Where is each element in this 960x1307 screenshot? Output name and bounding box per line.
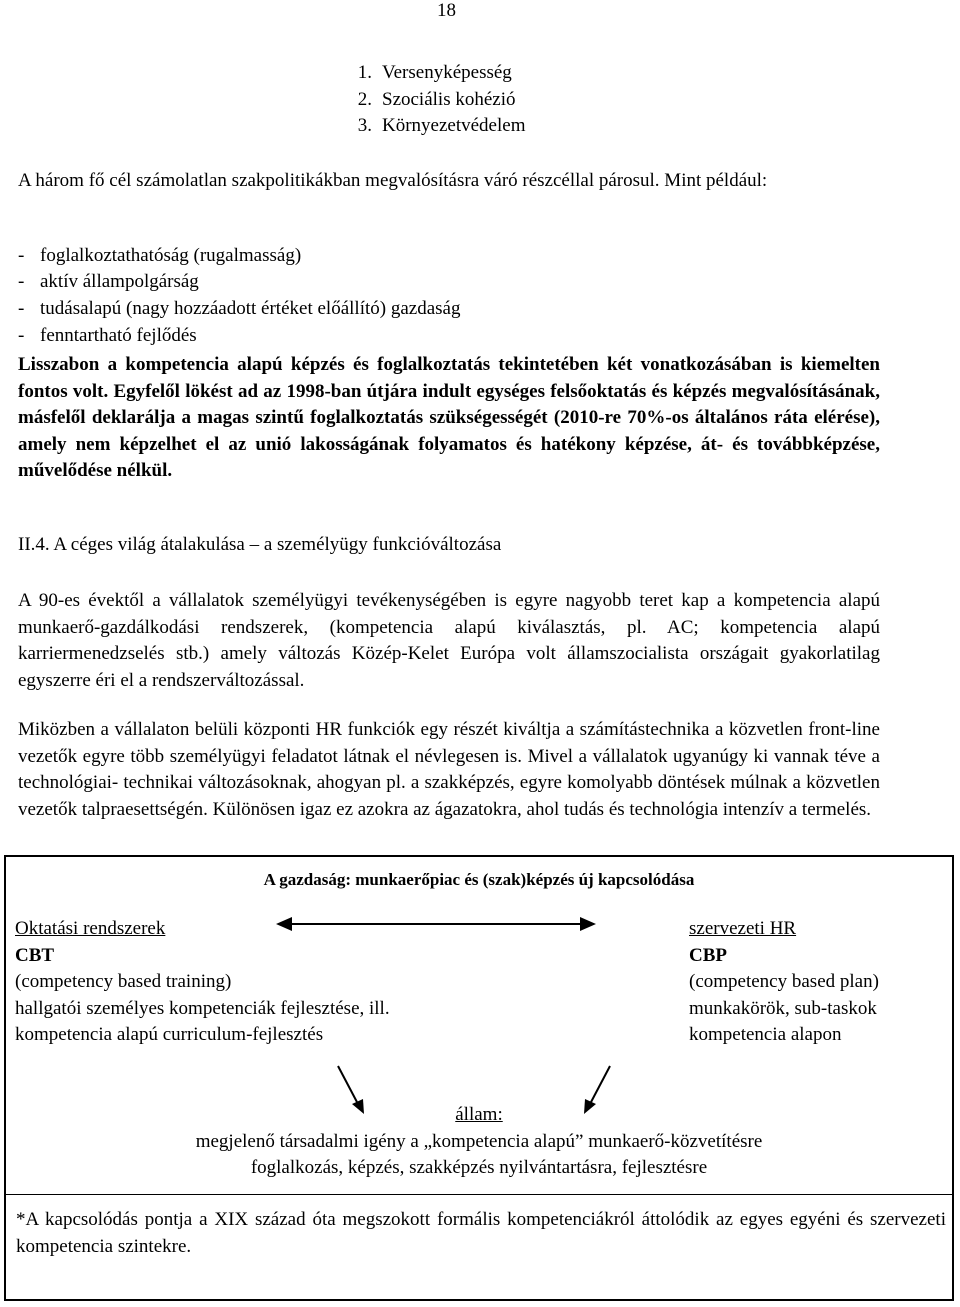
paragraph-hr-change: A 90-es évektől a vállalatok személyügyi tevékenységében is egyre nagyobb teret kap a kompetencia alapú munkaerő-gazdálkodási rendszerek, (kompetencia alapú kiválasztás, pl. AC; kompetencia alapú karriermenedzselés stb.) amely változás Közép-Kelet Európa volt államszocialista országait gyakorlatilag egyszerre éri el a rendszerváltozással.: [18, 590, 880, 691]
list-item-text: Környezetvédelem: [382, 115, 526, 136]
right-column: [689, 916, 879, 1049]
left-line-1: (competency based training): [15, 971, 232, 992]
list-item-number: 2.: [357, 89, 372, 110]
left-line-2: hallgatói személyes kompetenciák fejlesztése, ill.: [15, 997, 390, 1019]
footnote: *A kapcsolódás pontja a XIX század óta megszokott formális kompetenciákról áttolódik az egyes egyéni és szervezeti kompetencia szintekre.: [16, 1209, 946, 1257]
connection-box: [4, 855, 954, 1301]
right-line-1: (competency based plan): [689, 971, 879, 992]
list-item-text: Versenyképesség: [382, 62, 512, 83]
state-heading: állam:: [455, 1104, 503, 1125]
list-item-text: aktív állampolgárság: [40, 271, 199, 292]
right-heading: szervezeti HR: [689, 918, 797, 939]
page-number: 18: [437, 0, 456, 21]
list-item-text: fenntartható fejlődés: [40, 325, 197, 346]
left-heading: Oktatási rendszerek: [15, 918, 166, 939]
list-item-number: 3.: [357, 115, 372, 136]
list-item-number: 1.: [357, 62, 372, 83]
section-title: II.4. A céges világ átalakulása – a személyügy funkcióváltozása: [18, 534, 502, 555]
list-item-text: foglalkoztathatóság (rugalmasság): [40, 245, 302, 266]
right-line-2: munkakörök, sub-taskok: [689, 997, 877, 1019]
left-abbr: CBT: [15, 944, 55, 966]
intro-paragraph: A három fő cél számolatlan szakpolitikákban megvalósításra váró részcéllal párosul. Mint például:: [18, 170, 768, 191]
list-item-text: Szociális kohézió: [382, 89, 516, 110]
left-column: [15, 916, 390, 1049]
state-block: [6, 1102, 952, 1182]
bold-paragraph: Lisszabon a kompetencia alapú képzés és foglalkoztatás tekintetében két vonatkozásában is kiemelten fontos volt. Egyfelől lökést ad az 1998-ban útjára indult egységes felsőoktatás és képzés megvalósításának, másfelől deklarálja a magas szintű foglalkoztatás szükségességét (2010-re 70%-os általános ráta elérése), amely nem képzelhet el az unió lakosságának folyamatos és hatékony képzése, át- és továbbképzése, művelődése nélkül.: [18, 354, 880, 481]
divider: [6, 1194, 952, 1195]
box-title: A gazdaság: munkaerőpiac és (szak)képzés új kapcsolódása: [263, 870, 695, 889]
state-line-2: foglalkozás, képzés, szakképzés nyilvántartásra, fejlesztésre: [250, 1157, 708, 1178]
paragraph-frontline: Miközben a vállalaton belüli központi HR funkciók egy részét kiváltja a számítástechnika a közvetlen front-line vezetők egyre több személyügyi feladatot látnak el névlegesen is. Mivel a vállalatok ugyanúgy ki vannak téve a technológiai- technikai változásoknak, ahogyan pl. a szakképzés, egyre komolyabb döntések múlnak a közvetlen vezetők talpraesettségén. Különösen igaz ez azokra az ágazatokra, ahol tudás és technológia intenzív a termelés.: [18, 719, 880, 820]
right-abbr: CBP: [689, 944, 727, 966]
state-line-1: megjelenő társadalmi igény a „kompetencia alapú” munkaerő-közvetítésre: [195, 1130, 763, 1152]
list-item-text: tudásalapú (nagy hozzáadott értéket előállító) gazdaság: [40, 298, 461, 319]
left-line-3: kompetencia alapú curriculum-fejlesztés: [15, 1024, 324, 1045]
right-line-3: kompetencia alapon: [689, 1024, 842, 1045]
